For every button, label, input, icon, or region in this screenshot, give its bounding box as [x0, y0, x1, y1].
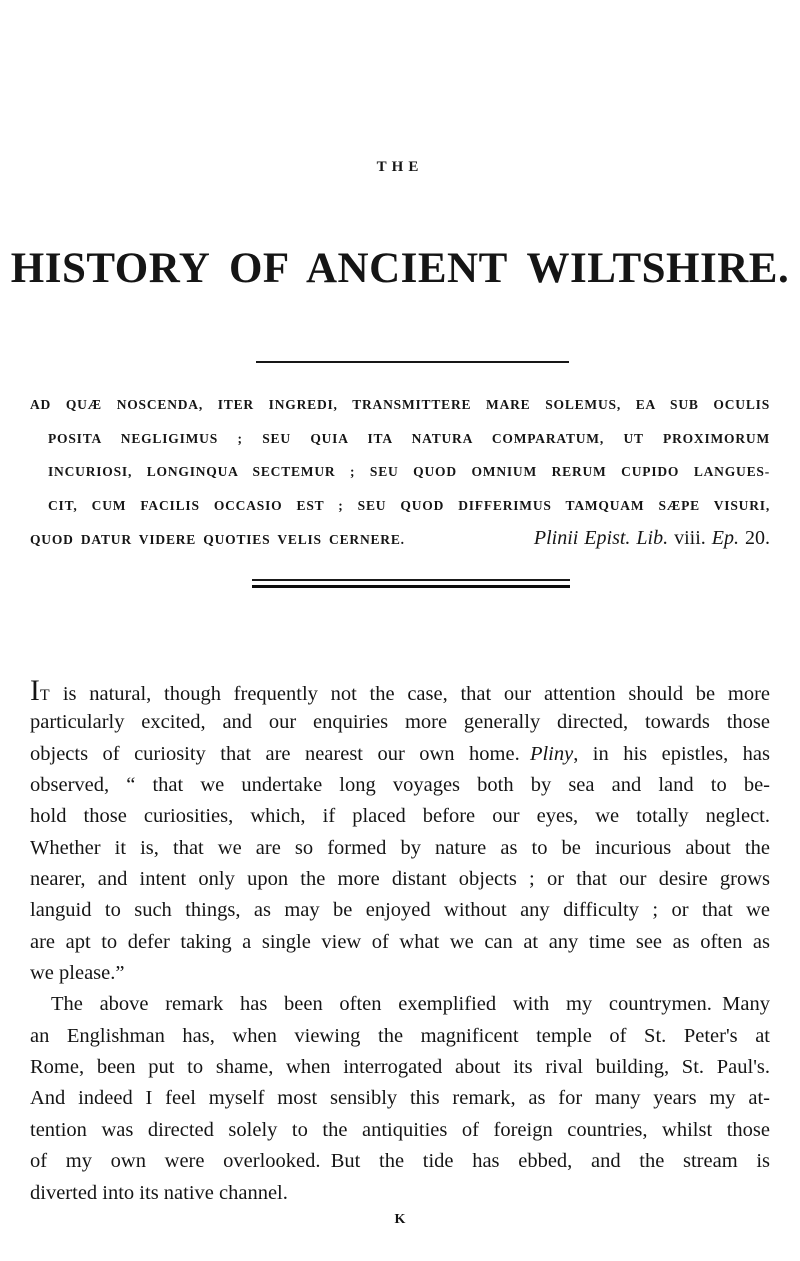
citation-italic-text: Ep.: [711, 527, 739, 549]
ornamental-rule-double: [252, 579, 570, 588]
text-segment: we please.”: [30, 962, 125, 985]
citation-roman-text: viii.: [668, 527, 712, 549]
citation-italic-text: Plinii Epist. Lib.: [533, 527, 669, 549]
text-segment: The above remark has been often exemplified with my countrymen. Many: [51, 993, 770, 1016]
body-line: [30, 864, 770, 895]
text-segment: languid to such things, as may be enjoyed without any difficulty ; or that we: [30, 899, 770, 922]
text-segment: is natural, though frequently not the case, that our attention should be more: [50, 683, 770, 705]
body-line: [30, 770, 770, 801]
body-line: [30, 676, 770, 707]
text-segment: , in his epistles, has: [573, 742, 771, 765]
initial-capital: I: [30, 675, 40, 707]
masthead-head-word: THE: [376, 159, 424, 175]
body-text: [30, 676, 770, 1209]
text-segment: diverted into its native channel.: [30, 1181, 288, 1204]
text-segment: tention was directed solely to the antiquities of foreign countries, whilst those: [30, 1118, 770, 1141]
paragraph: [30, 989, 770, 1208]
epigraph-line: POSITA NEGLIGIMUS ; SEU QUIA ITA NATURA COMPARATUM, UT PROXIMORUM: [48, 430, 770, 446]
body-line: [30, 1021, 770, 1052]
body-line: [30, 1115, 770, 1146]
ornamental-rule-single: [256, 361, 569, 363]
body-line: [30, 895, 770, 926]
epigraph-line-text: QUOD DATUR VIDERE QUOTIES VELIS CERNERE.: [30, 532, 405, 547]
body-line: [30, 801, 770, 832]
body-line: [30, 707, 770, 738]
body-line: [30, 833, 770, 864]
text-segment: particularly excited, and our enquiries more generally directed, towards those: [30, 711, 770, 734]
epigraph-citation: [534, 522, 770, 556]
body-line: [30, 1052, 770, 1083]
body-line: [30, 927, 770, 958]
body-line: [30, 1178, 770, 1209]
body-line: [30, 958, 770, 989]
text-segment: an Englishman has, when viewing the magnificent temple of St. Peter's at: [30, 1024, 770, 1047]
text-segment: are apt to defer taking a single view of what we can at any time see as often as: [30, 930, 770, 953]
epigraph: [30, 388, 770, 556]
text-segment: nearer, and intent only upon the more distant objects ; or that our desire grows: [30, 868, 770, 891]
body-line: [30, 1146, 770, 1177]
text-segment: And indeed I feel myself most sensibly this remark, as for many years my at-: [30, 1087, 770, 1110]
signature-mark: K: [394, 1212, 406, 1227]
body-line: [30, 989, 770, 1020]
smallcap-text: T: [39, 687, 51, 704]
citation-roman-text: 20.: [739, 527, 770, 549]
epigraph-line: CIT, CUM FACILIS OCCASIO EST ; SEU QUOD DIFFERIMUS TAMQUAM SÆPE VISURI,: [48, 497, 770, 513]
page-title: HISTORY OF ANCIENT WILTSHIRE.: [10, 245, 790, 292]
epigraph-line: INCURIOSI, LONGINQUA SECTEMUR ; SEU QUOD OMNIUM RERUM CUPIDO LANGUES-: [48, 464, 770, 479]
epigraph-line: [30, 522, 770, 556]
body-line: [30, 1083, 770, 1114]
text-segment: objects of curiosity that are nearest our own home.: [30, 742, 530, 765]
body-line: [30, 739, 770, 770]
text-segment: of my own were overlooked. But the tide has ebbed, and the stream is: [30, 1150, 770, 1173]
text-segment: Whether it is, that we are so formed by nature as to be incurious about the: [30, 836, 770, 859]
paragraph: [30, 676, 770, 989]
text-segment: Rome, been put to shame, when interrogated about its rival building, St. Paul's.: [30, 1056, 770, 1079]
epigraph-line: AD QUÆ NOSCENDA, ITER INGREDI, TRANSMITTERE MARE SOLEMUS, EA SUB OCULIS: [30, 397, 770, 412]
italic-text: Pliny: [529, 742, 574, 765]
text-segment: observed, “ that we undertake long voyages both by sea and land to be-: [30, 774, 770, 797]
text-segment: hold those curiosities, which, if placed before our eyes, we totally neglect.: [30, 805, 770, 828]
